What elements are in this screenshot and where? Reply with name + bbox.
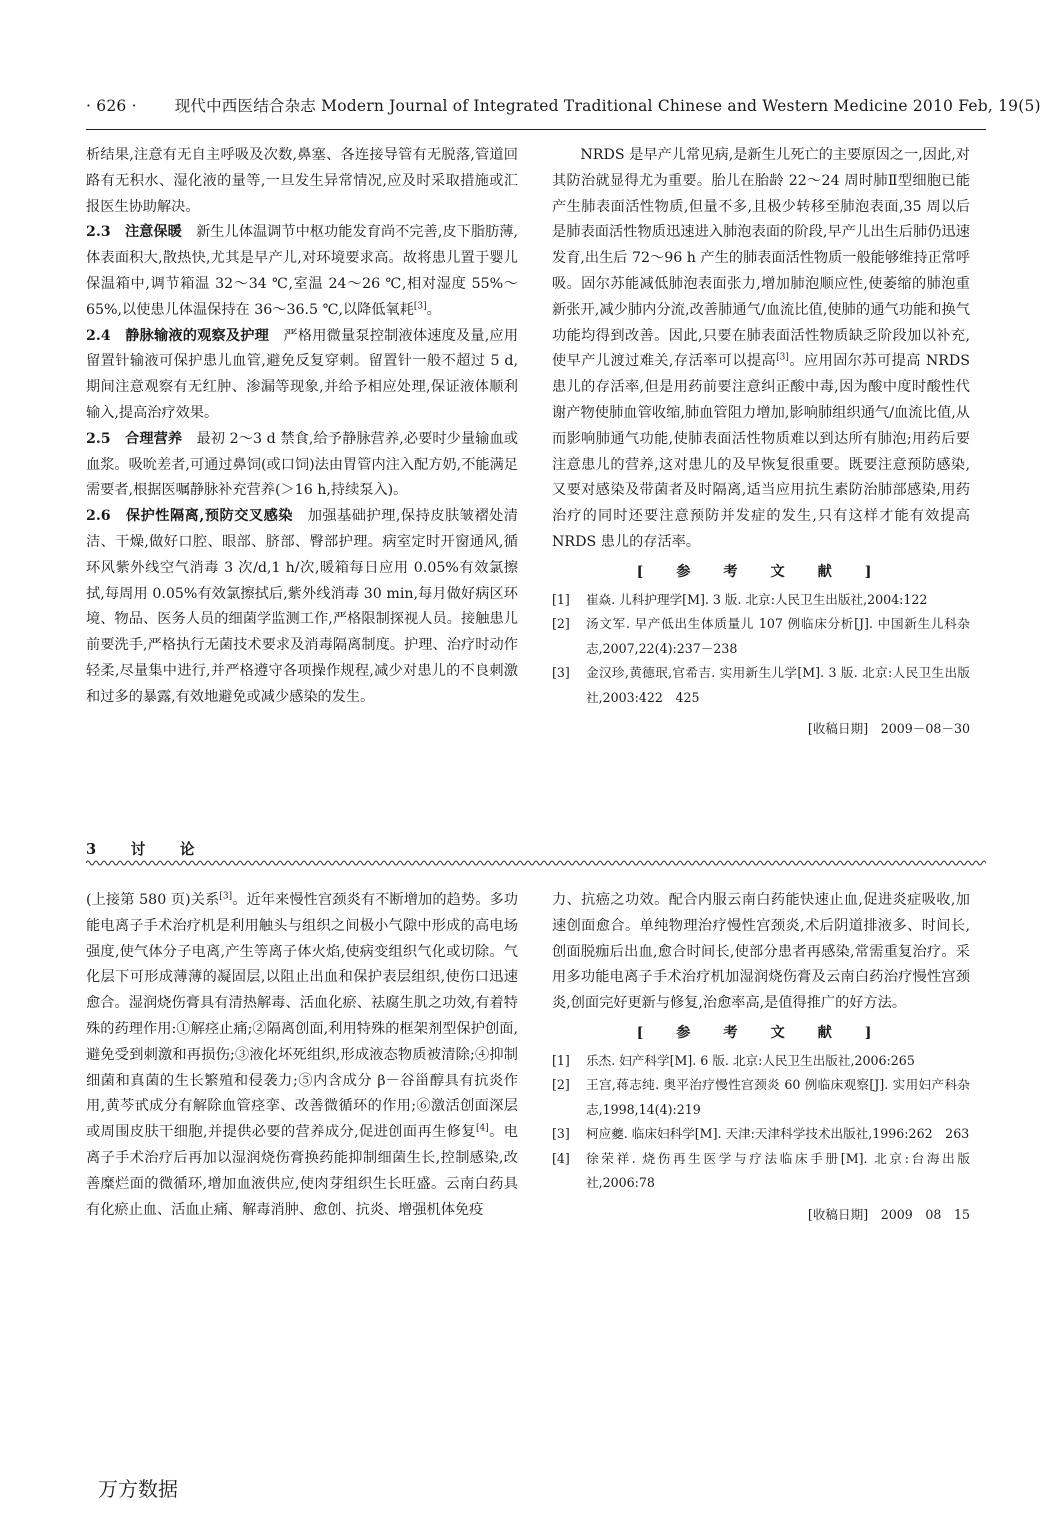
reference-item: [552, 612, 970, 661]
reference-list: [552, 1049, 970, 1196]
section-body: 新生儿体温调节中枢功能发育尚不完善,皮下脂肪薄,体表面积大,散热快,尤其是早产儿,对环境要求高。故将患儿置于婴儿保温箱中,调节箱温 32～34 ℃,室温 24～26 ℃,相对湿度 55%～65%,以使患儿体温保持在 36～36.5 ℃,以降低氧耗: [86, 224, 518, 318]
paragraph-text-end: 。电离子手术治疗后再加以湿润烧伤膏换药能抑制细菌生长,控制感染,改善糜烂面的微循环,增加血液供应,使肉芽组织生长旺盛。云南白药具有化瘀止血、活血止痛、解毒消肿、愈创、抗炎、增强机体免疫: [86, 1124, 518, 1218]
citation: [4]: [476, 1123, 489, 1134]
reference-item: [552, 1122, 970, 1147]
top-right-column: [552, 143, 970, 742]
citation: [3]: [413, 301, 427, 312]
top-left-column: [86, 143, 518, 711]
section-2-4: [86, 324, 518, 427]
section-heading: 2.4 静脉输液的观察及护理: [86, 327, 270, 344]
citation: [3]: [219, 891, 233, 902]
references-title: [ 参 考 文 献 ]: [636, 563, 886, 580]
reference-item: [552, 588, 970, 613]
received-date: [收稿日期] 2009 08 15: [807, 1206, 970, 1222]
paragraph-text-cont: 。应用固尔苏可提高 NRDS 患儿的存活率,但是用药前要注意纠正酸中毒,因为酸中度时酸性代谢产物使肺血管收缩,肺血管阻力增加,影响肺组织通气/血流比值,从而影响肺通气功能,使肺表面活性物质难以到达所有肺泡;用药后要注意患儿的营养,这对患儿的及早恢复很重要。既要注意预防感染,又要对感染及带菌者及时隔离,适当应用抗生素防治肺部感染,用药治疗的同时还要注意预防并发症的发生,只有这样才能有效提高 NRDS 患儿的存活率。: [552, 353, 971, 550]
reference-list: [552, 588, 970, 711]
conclusion-paragraph: 力、抗癌之功效。配合内服云南白药能快速止血,促进炎症吸收,加速创面愈合。单纯物理治疗慢性宫颈炎,术后阴道排液多、时间长,创面脱痂后出血,愈合时间长,使部分患者再感染,常需重复治疗。采用多功能电离子手术治疗机加湿润烧伤膏及云南白药治疗慢性宫颈炎,创面完好更新与修复,治愈率高,是值得推广的好方法。: [552, 892, 970, 1012]
reference-text: 金汉珍,黄德珉,官希吉. 实用新生儿学[M]. 3 版. 北京:人民卫生出版社,2003:422 425: [586, 665, 970, 705]
reference-item: [552, 1073, 970, 1122]
reference-item: [552, 661, 970, 710]
running-header: [86, 94, 1041, 116]
reference-number: [2]: [552, 1077, 570, 1093]
section-heading: 2.3 注意保暖: [86, 224, 182, 241]
journal-title: 现代中西医结合杂志 Modern Journal of Integrated Traditional Chinese and Western Medicine 2010 Feb, 19(5): [174, 97, 1041, 115]
section-2-6: [86, 504, 518, 710]
reference-text: 王宫,蒋志纯. 奥平治疗慢性宫颈炎 60 例临床观察[J]. 实用妇产科杂志,1998,14(4):219: [586, 1077, 970, 1117]
citation: [3]: [776, 352, 789, 363]
discussion-paragraph: [552, 143, 970, 556]
reference-item: [552, 1147, 970, 1196]
reference-number: [1]: [552, 1052, 570, 1068]
reference-number: [3]: [552, 665, 570, 681]
reference-text: 乐杰. 妇产科学[M]. 6 版. 北京:人民卫生出版社,2006:265: [586, 1052, 915, 1068]
section-body: 严格用微量泵控制液体速度及量,应用留置针输液可保护患儿血管,避免反复穿刺。留置针一般不超过 5 d,期间注意观察有无红肿、渗漏等现象,并给予相应处理,保证液体顺利输入,提高治疗效果。: [86, 327, 519, 421]
reference-text: 徐荣祥. 烧伤再生医学与疗法临床手册[M]. 北京:台海出版社,2006:78: [586, 1150, 970, 1191]
reference-text: 汤文军. 早产低出生体质量儿 107 例临床分析[J]. 中国新生儿科杂志,2007,22(4):237－238: [586, 616, 970, 656]
section-body-end: 。: [426, 301, 441, 318]
reference-number: [3]: [552, 1126, 570, 1142]
continued-paragraph: [86, 888, 518, 1223]
header-rule: [86, 129, 986, 130]
reference-item: [552, 1049, 970, 1074]
bottom-right-column: [552, 888, 970, 1228]
paragraph-text-cont: 。近年来慢性宫颈炎有不断增加的趋势。多功能电离子手术治疗机是利用触头与组织之间极小气隙中形成的高电场强度,使气体分子电离,产生等离子体火焰,使病变组织气化或切除。气化层下可形成薄薄的凝固层,以阻止出血和保护表层组织,使伤口迅速愈合。湿润烧伤膏具有清热解毒、活血化瘀、祛腐生肌之功效,有着特殊的药理作用:①解痉止痛;②隔离创面,利用特殊的框架剂型保护创面,避免受到刺激和再损伤;③液化坏死组织,形成液态物质被清除;④抑制细菌和真菌的生长繁殖和侵袭力;⑤内含成分 β－谷甾醇具有抗炎作用,黄芩甙成分有解除血管痉挛、改善微循环的作用;⑥激活创面深层或周围皮肤干细胞,并提供必要的营养成分,促进创面再生修复: [86, 892, 518, 1141]
section-body: 最初 2～3 d 禁食,给予静脉营养,必要时少量输血或血浆。吸吮差者,可通过鼻饲(或口饲)法由胃管内注入配方奶,不能满足需要者,根据医嘱静脉补充营养(＞16 h,持续泵入)。: [86, 430, 518, 499]
paragraph-text: NRDS 是早产儿常见病,是新生儿死亡的主要原因之一,因此,对其防治就显得尤为重要。胎儿在胎龄 22～24 周时肺Ⅱ型细胞已能产生肺表面活性物质,但量不多,且极少转移至肺泡表面,35 周以后是肺表面活性物质迅速进入肺泡表面的阶段,早产儿出生后肺仍迅速发育,出生后 72～96 h 产生的肺表面活性物质一般能够维持正常呼吸。固尔苏能减低肺泡表面张力,增加肺泡顺应性,使萎缩的肺泡重新张开,减少肺内分流,改善肺通气/血流比值,使肺的通气功能和换气功能均得到改善。因此,只要在肺表面活性物质缺乏阶段加以补充,使早产儿渡过难关,存活率可以提高: [552, 147, 970, 370]
section-2-3: [86, 220, 518, 323]
paragraph-text: (上接第 580 页)关系: [86, 892, 220, 908]
reference-number: [4]: [552, 1150, 570, 1166]
reference-text: 柯应夔. 临床妇科学[M]. 天津:天津科学技术出版社,1996:262 263: [586, 1126, 970, 1142]
section-body: 加强基础护理,保持皮肤皱褶处清洁、干燥,做好口腔、眼部、脐部、臀部护理。病室定时开窗通风,循环风紫外线空气消毒 3 次/d,1 h/次,暖箱每日应用 0.05%有效氯擦拭,每周用 0.05%有效氯擦拭后,紫外线消毒 30 min,每月做好病区环境、物品、医务人员的细菌学监测工作,严格限制探视人员。接触患儿前要洗手,严格执行无菌技术要求及消毒隔离制度。护理、治疗时动作轻柔,尽量集中进行,并严格遵守各项操作规程,减少对患儿的不良刺激和过多的暴露,有效地避免或减少感染的发生。: [86, 508, 518, 705]
section-2-5: [86, 427, 518, 504]
section-3-heading: 3 讨 论: [86, 841, 205, 858]
wanfang-watermark: 万方数据: [98, 1477, 178, 1501]
reference-number: [2]: [552, 616, 570, 632]
received-date: [收稿日期] 2009－08－30: [807, 721, 970, 737]
section-heading: 2.6 保护性隔离,预防交叉感染: [86, 508, 294, 525]
bottom-left-column: [86, 888, 518, 1223]
reference-text: 崔焱. 儿科护理学[M]. 3 版. 北京:人民卫生出版社,2004:122: [586, 591, 928, 607]
wavy-separator: [86, 856, 986, 870]
reference-number: [1]: [552, 591, 570, 607]
intro-paragraph: 析结果,注意有无自主呼吸及次数,鼻塞、各连接导管有无脱落,管道回路有无积水、湿化液的量等,一旦发生异常情况,应及时采取措施或汇报医生协助解决。: [86, 147, 518, 215]
page-number: · 626 ·: [86, 97, 137, 115]
references-title: [ 参 考 文 献 ]: [636, 1024, 886, 1041]
section-heading: 2.5 合理营养: [86, 430, 183, 447]
